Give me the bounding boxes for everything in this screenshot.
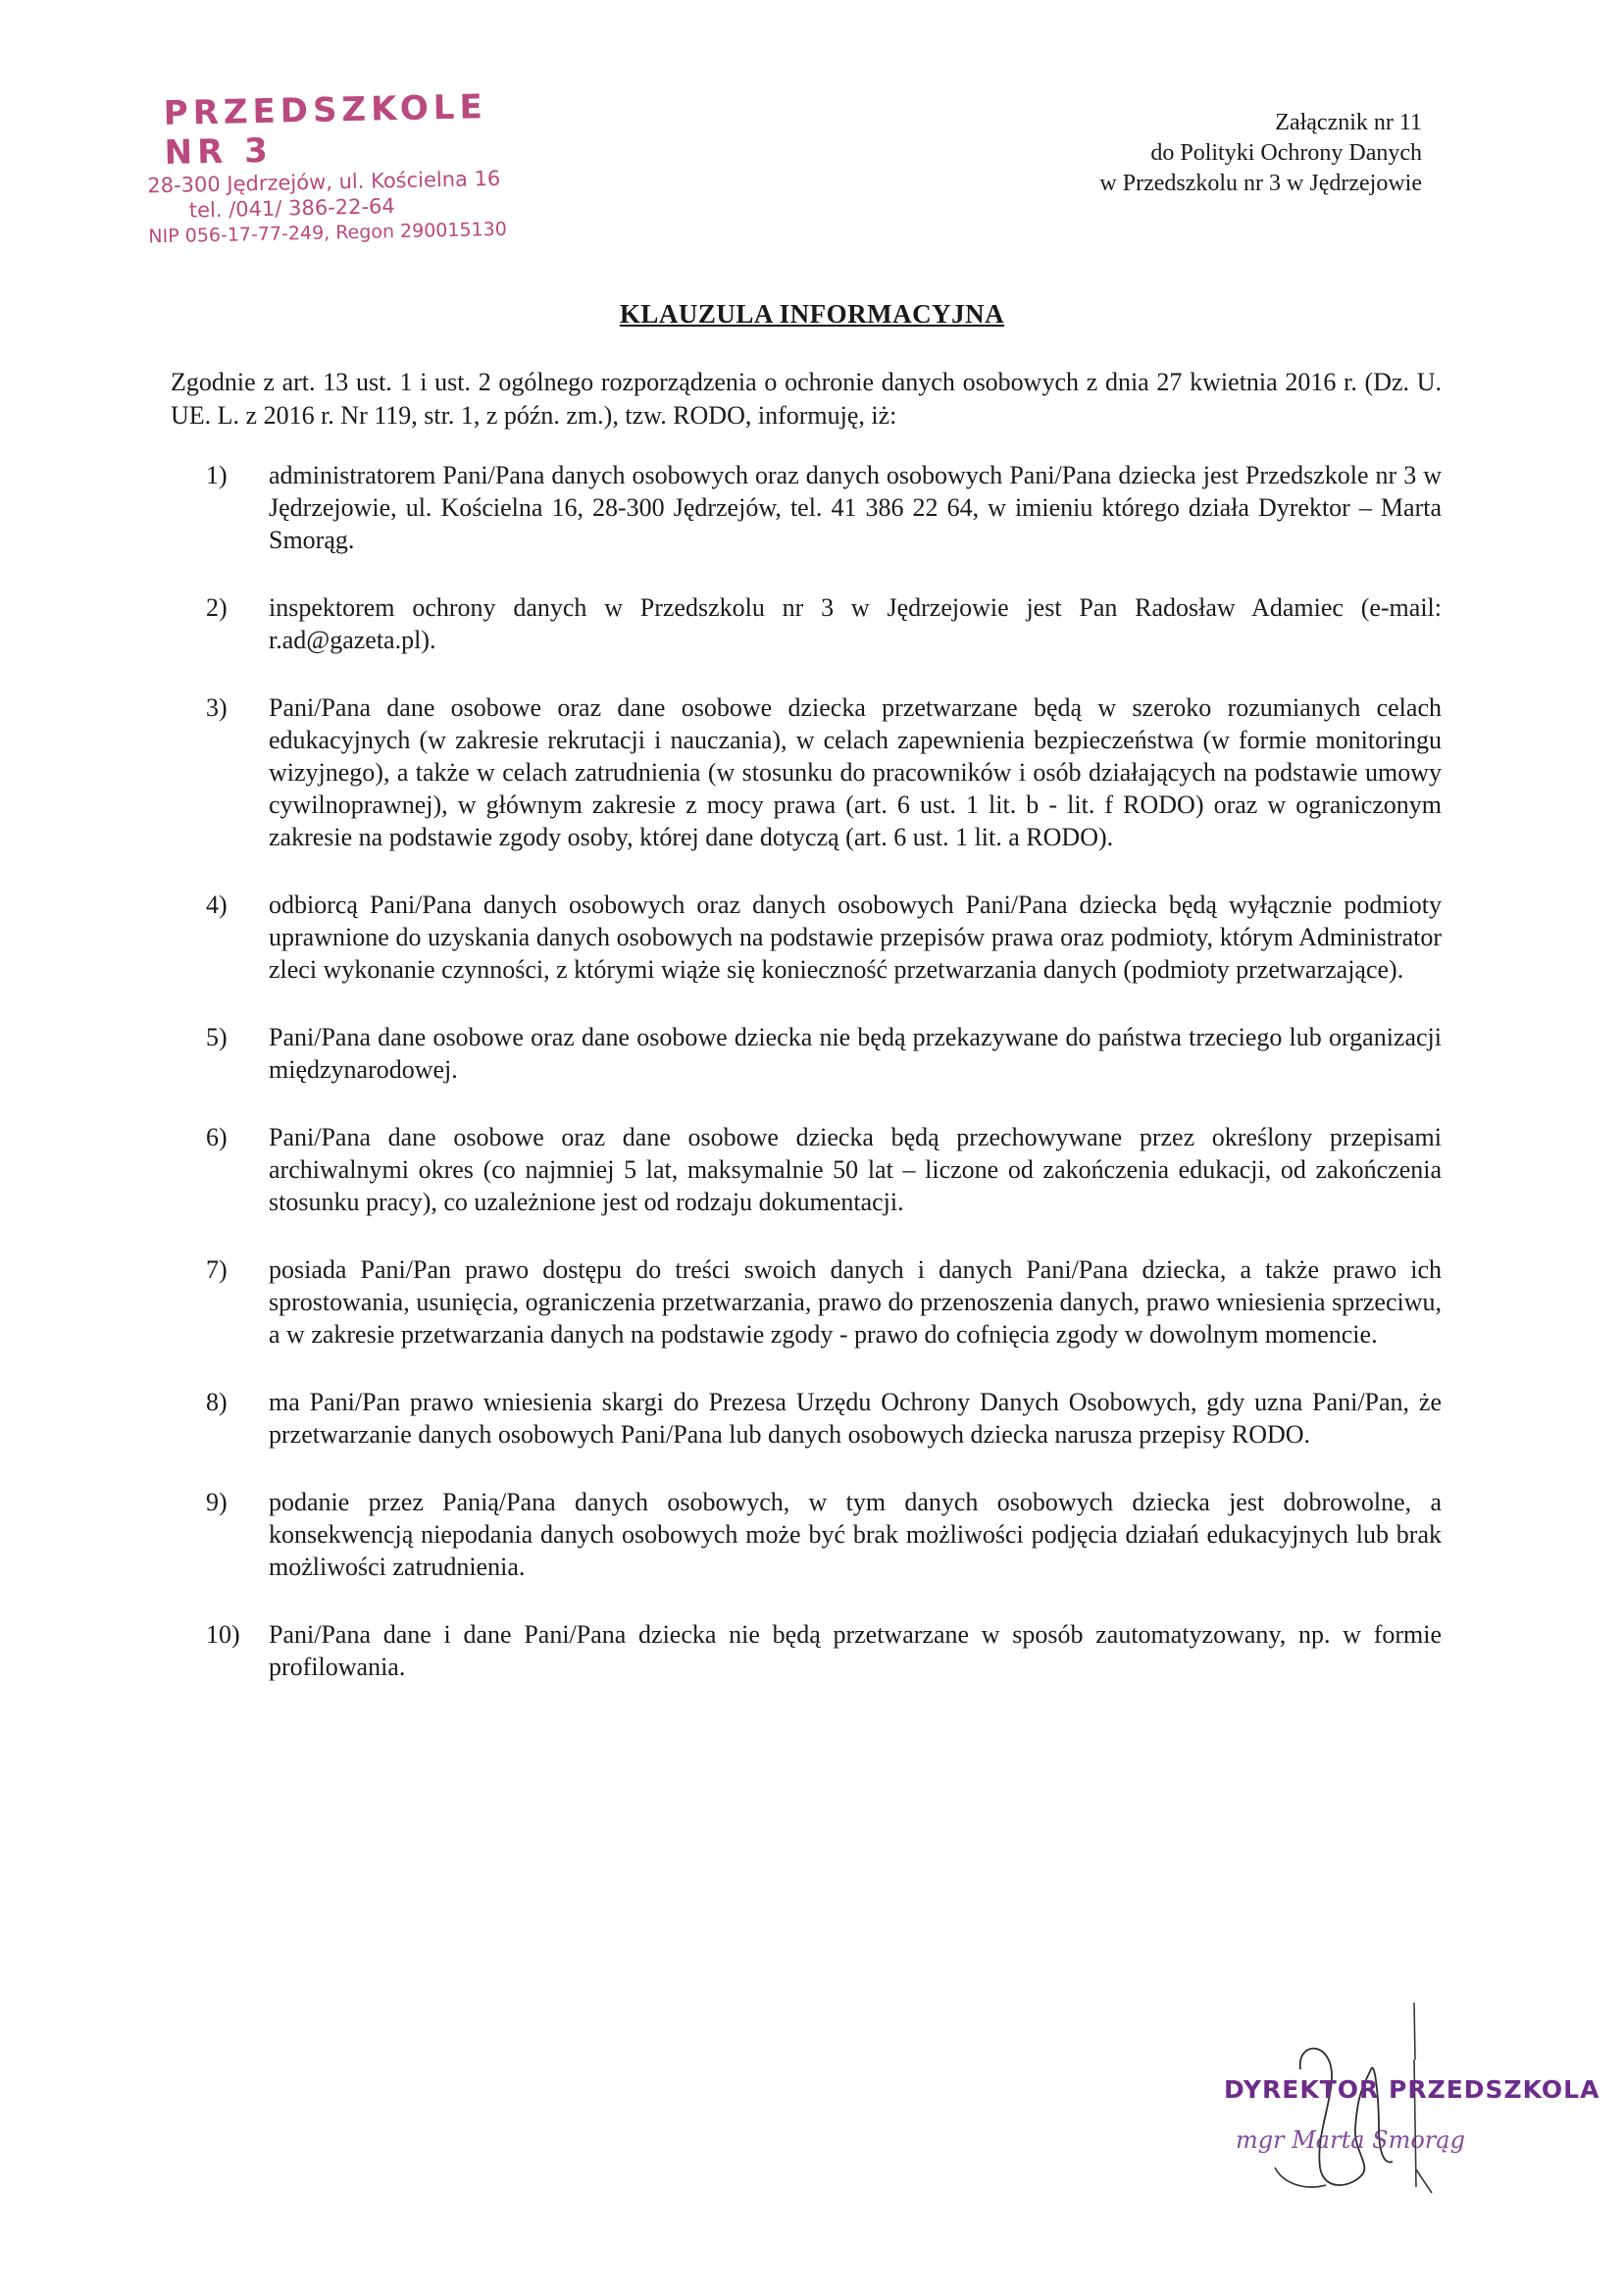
clause-number: 10) xyxy=(206,1620,240,1649)
clause-number: 4) xyxy=(206,891,228,919)
annex-line-1: Załącznik nr 11 xyxy=(1275,110,1422,135)
clause-text: ma Pani/Pan prawo wniesienia skargi do Prezesa Urzędu Ochrony Danych Osobowych, gdy uzna Pani/Pan, że przetwarzanie danych osobowych Pani/Pana lub danych osobowych dziecka narusza przepisy RODO. xyxy=(269,1388,1442,1449)
clause-text: administratorem Pani/Pana danych osobowych oraz danych osobowych Pani/Pana dziecka jest Przedszkole nr 3 w Jędrzejowie, ul. Kościelna 16, 28-300 Jędrzejów, tel. 41 386 22 64, w imieniu którego działa Dyrektor – Marta Smorąg. xyxy=(269,461,1442,554)
clause-number: 2) xyxy=(206,593,228,622)
clause-number: 6) xyxy=(206,1123,228,1151)
clause-number: 3) xyxy=(206,693,228,722)
clause-item xyxy=(171,1121,1442,1218)
clause-item xyxy=(171,591,1442,656)
stamp-name: PRZEDSZKOLE NR 3 xyxy=(163,87,488,174)
clause-text: odbiorcą Pani/Pana danych osobowych oraz danych osobowych Pani/Pana dziecka będą wyłącznie podmioty uprawnione do uzyskania danych osobowych na podstawie przepisów prawa oraz podmioty, którym Administrator zleci wykonanie czynności, z którymi wiąże się konieczność przetwarzania danych (podmioty przetwarzające). xyxy=(269,891,1442,984)
stamp-address: 28-300 Jędrzejów, ul. Kościelna 16 xyxy=(147,166,501,198)
clause-text: podanie przez Panią/Pana danych osobowych, w tym danych osobowych dziecka jest dobrowolne, a konsekwencją niepodania danych osobowych może być brak możliwości podjęcia działań edukacyjnych lub brak możliwości zatrudnienia. xyxy=(269,1488,1442,1581)
clause-number: 1) xyxy=(206,461,228,489)
clause-text: Pani/Pana dane osobowe oraz dane osobowe dziecka przetwarzane będą w szeroko rozumianych celach edukacyjnych (w zakresie rekrutacji i nauczania), w celach zapewnienia bezpieczeństwa (w formie monitoringu wizyjnego), a także w celach zatrudnienia (w stosunku do pracowników i osób działających na podstawie umowy cywilnoprawnej), w głównym zakresie z mocy prawa (art. 6 ust. 1 lit. b - lit. f RODO) oraz w ograniczonym zakresie na podstawie zgody osoby, której dane dotyczą (art. 6 ust. 1 lit. a RODO). xyxy=(269,693,1442,851)
clause-text: Pani/Pana dane osobowe oraz dane osobowe dziecka nie będą przekazywane do państwa trzeciego lub organizacji międzynarodowej. xyxy=(269,1023,1442,1084)
clause-item xyxy=(171,1386,1442,1451)
annex-reference xyxy=(1099,108,1422,199)
clause-item xyxy=(171,1021,1442,1086)
clause-number: 8) xyxy=(206,1388,228,1416)
annex-line-3: w Przedszkolu nr 3 w Jędrzejowie xyxy=(1099,171,1422,196)
clause-number: 9) xyxy=(206,1488,228,1516)
institution-stamp xyxy=(145,86,560,250)
clause-text: Pani/Pana dane i dane Pani/Pana dziecka nie będą przetwarzane w sposób zautomatyzowany, np. w formie profilowania. xyxy=(269,1620,1442,1681)
clause-item xyxy=(171,459,1442,556)
stamp-ids: NIP 056-17-77-249, Regon 290015130 xyxy=(148,218,508,248)
clause-text: Pani/Pana dane osobowe oraz dane osobowe dziecka będą przechowywane przez określony przepisami archiwalnymi okres (co najmniej 5 lat, maksymalnie 50 lat – liczone od zakończenia edukacji, od zakończenia stosunku pracy), co uzależnione jest od rodzaju dokumentacji. xyxy=(269,1123,1442,1216)
signature-title: DYREKTOR PRZEDSZKOLA xyxy=(1224,2075,1600,2104)
clause-text: posiada Pani/Pan prawo dostępu do treści swoich danych i danych Pani/Pana dziecka, a także prawo ich sprostowania, usunięcia, ograniczenia przetwarzania, prawo do przenoszenia danych, prawo wniesienia sprzeciwu, a w zakresie przetwarzania danych na podstawie zgody - prawo do cofnięcia zgody w dowolnym momencie. xyxy=(269,1255,1442,1349)
clause-item xyxy=(171,691,1442,853)
signature-block xyxy=(1206,2001,1600,2197)
annex-line-2: do Polityki Ochrony Danych xyxy=(1150,140,1422,166)
document-title: KLAUZULA INFORMACYJNA xyxy=(619,299,1005,329)
clause-list xyxy=(171,459,1442,1718)
clause-number: 5) xyxy=(206,1023,228,1051)
clause-number: 7) xyxy=(206,1255,228,1284)
clause-item xyxy=(171,1618,1442,1683)
clause-text: inspektorem ochrony danych w Przedszkolu nr 3 w Jędrzejowie jest Pan Radosław Adamiec (e-mail: r.ad@gazeta.pl). xyxy=(269,593,1442,654)
intro-paragraph: Zgodnie z art. 13 ust. 1 i ust. 2 ogólnego rozporządzenia o ochronie danych osobowych z dnia 27 kwietnia 2016 r. (Dz. U. UE. L. z 2016 r. Nr 119, str. 1, z późn. zm.), tzw. RODO, informuję, iż: xyxy=(171,368,1442,430)
clause-item xyxy=(171,889,1442,986)
clause-item xyxy=(171,1486,1442,1583)
clause-item xyxy=(171,1253,1442,1351)
signature-name: mgr Marta Smorąg xyxy=(1236,2126,1465,2154)
stamp-phone: tel. /041/ 386-22-64 xyxy=(188,194,396,223)
